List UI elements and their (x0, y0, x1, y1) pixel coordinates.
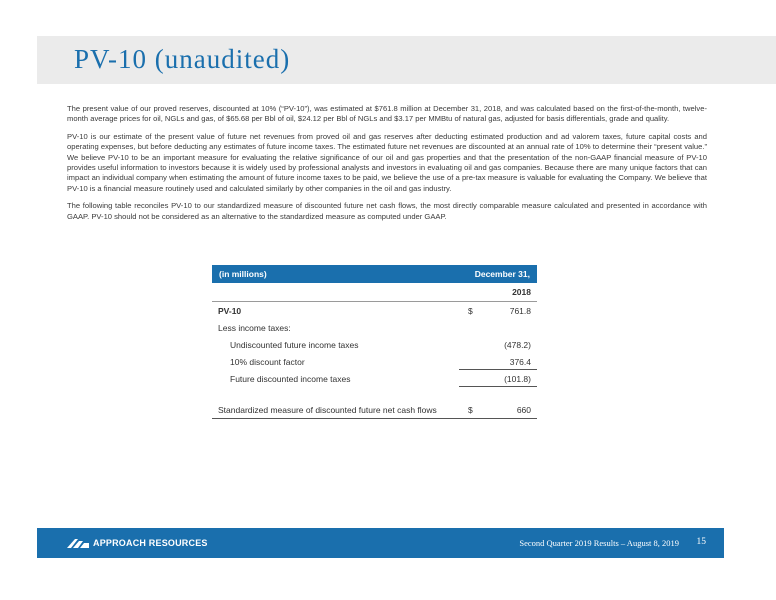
row-value: 761.8 (509, 306, 531, 316)
paragraph-pv10-estimate: The present value of our proved reserves, discounted at 10% (“PV-10”), was estimated at $761.8 million at December 31, 2018, and was calculated based on the first-of-the-month, twelve-month average prices for oil, NGLs and gas, of $65.68 per Bbl of oil, $24.12 per Bbl of NGLs and $3.17 per MMBtu of natural gas, adjusted for basis differentials, grade and quality. (67, 104, 707, 124)
currency-symbol: $ (468, 405, 473, 415)
year-label: 2018 (512, 287, 531, 297)
logo-text: APPROACH RESOURCES (93, 538, 208, 548)
table-row-pv10 (212, 302, 537, 319)
currency-symbol: $ (468, 306, 473, 316)
table-row-less-taxes (212, 319, 537, 336)
footer-bar (37, 528, 724, 558)
row-label: PV-10 (218, 306, 242, 316)
table-row-undiscounted (212, 336, 537, 353)
table-spacer (212, 387, 537, 401)
table-header (212, 265, 537, 283)
footer-caption: Second Quarter 2019 Results – August 8, 2019 (519, 538, 679, 548)
row-label: Undiscounted future income taxes (230, 340, 359, 350)
approach-logo-icon (67, 539, 89, 548)
reconciliation-table (212, 265, 537, 419)
row-value: (101.8) (504, 374, 531, 384)
paragraph-reconciliation: The following table reconciles PV-10 to our standardized measure of discounted future net cash flows, the most directly comparable measure calculated and presented in accordance with GAAP. PV-10 should not be considered as an alternative to the standardized measure as computed under GAAP. (67, 201, 707, 221)
page-number: 15 (696, 537, 706, 547)
header-date: December 31, (474, 269, 530, 279)
table-row-future-discounted (212, 370, 537, 387)
row-value: 376.4 (509, 357, 531, 367)
table-row-discount-factor (212, 353, 537, 370)
header-units: (in millions) (219, 269, 267, 279)
column-year (212, 283, 537, 302)
row-label: Standardized measure of discounted future net cash flows (218, 405, 437, 415)
row-label: Future discounted income taxes (230, 374, 351, 384)
company-logo (67, 538, 208, 548)
table-row-standardized (212, 401, 537, 419)
page-title: PV-10 (unaudited) (74, 44, 291, 74)
body-text (67, 104, 707, 229)
row-label: 10% discount factor (230, 357, 305, 367)
title-band (37, 36, 776, 84)
paragraph-pv10-definition: PV-10 is our estimate of the present value of future net revenues from proved oil and gas reserves after deducting estimated production and ad valorem taxes, future capital costs and operating expenses, but before deducting any estimates of future income taxes. The estimated future net revenues are discounted at an annual rate of 10% to determine their “present value.” We believe PV-10 to be an important measure for evaluating the relative significance of our oil and gas properties and that the presentation of the non-GAAP financial measure of PV-10 provides useful information to investors because it is widely used by professional analysts and investors in evaluating oil and gas companies. Because there are many unique factors that can impact an individual company when estimating the amount of future income taxes to be paid, we believe the use of a pre-tax measure is valuable for evaluating the Company. We believe that PV-10 is a financial measure routinely used and calculated similarly by other companies in the oil and gas industry. (67, 131, 707, 193)
row-value: (478.2) (504, 340, 531, 350)
row-label: Less income taxes: (218, 323, 291, 333)
row-value: 660 (516, 405, 531, 415)
